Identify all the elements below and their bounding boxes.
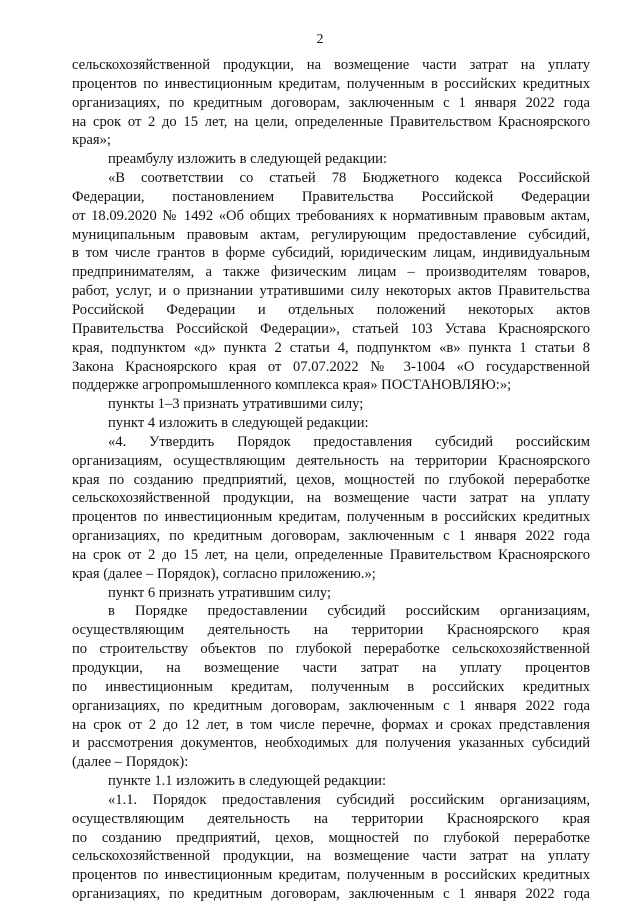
- text-line: продукции, на возмещение части затрат на уплату процентов: [72, 660, 590, 676]
- text-line: преамбулу изложить в следующей редакции:: [108, 151, 388, 168]
- text-line: в Порядке предоставлении субсидий российским организациям,: [108, 603, 590, 620]
- text-line: осуществляющим деятельность на территории Красноярского края: [72, 622, 590, 639]
- text-line: процентов по инвестиционным кредитам, полученным в российских кредитных: [72, 867, 590, 884]
- text-line: сельскохозяйственной продукции, на возмещение части затрат на уплату: [72, 490, 590, 507]
- text-line: на срок от 2 до 15 лет, на цели, определенные Правительством Красноярского: [72, 546, 590, 563]
- text-line: поддержке агропромышленного комплекса края» ПОСТАНОВЛЯЮ:»;: [72, 377, 512, 394]
- text-line: организациях, по кредитным договорам, заключенным с 1 января 2022 года: [72, 528, 590, 545]
- text-line: пункты 1–3 признать утратившими силу;: [108, 396, 364, 413]
- text-line: «В соответствии со статьей 78 Бюджетного кодекса Российской: [108, 170, 590, 187]
- text-line: процентов по инвестиционным кредитам, полученным в российских кредитных: [72, 509, 590, 526]
- text-line: на срок от 2 до 12 лет, в том числе перечне, формах и сроках представления: [72, 716, 590, 733]
- text-line: по инвестиционным кредитам, полученным в российских кредитных: [72, 678, 590, 695]
- text-line: Закона Красноярского края от 07.07.2022 № 3-1004 «О государственной: [72, 358, 590, 375]
- text-line: по строительству объектов по глубокой переработке сельскохозяйственной: [72, 641, 590, 658]
- text-line: и рассмотрения документов, необходимых для получения указанных субсидий: [72, 735, 590, 752]
- text-line: на срок от 2 до 15 лет, на цели, определенные Правительством Красноярского: [72, 113, 590, 130]
- text-line: края»;: [72, 132, 111, 149]
- text-line: предпринимателям, а также физическим лицам – производителям товаров,: [72, 264, 590, 281]
- text-line: процентов по инвестиционным кредитам, полученным в российских кредитных: [72, 75, 590, 92]
- text-line: организациях, по кредитным договорам, заключенным с 1 января 2022 года: [72, 697, 590, 714]
- text-line: муниципальным правовым актам, регулирующим предоставление субсидий,: [72, 226, 590, 243]
- text-line: (далее – Порядок):: [72, 754, 189, 771]
- text-line: Правительства Российской Федерации», статьей 103 Устава Красноярского: [72, 320, 590, 337]
- text-line: Российской Федерации и отдельных положений некоторых актов: [72, 301, 590, 318]
- text-line: края по созданию предприятий, цехов, мощностей по глубокой переработке: [72, 471, 590, 488]
- text-line: работ, услуг, и о признании утратившими силу некоторых актов Правительства: [72, 283, 590, 300]
- text-line: «1.1. Порядок предоставления субсидий российским организациям,: [108, 791, 590, 808]
- text-line: сельскохозяйственной продукции, на возмещение части затрат на уплату: [72, 848, 590, 865]
- text-line: организациях, по кредитным договорам, заключенным с 1 января 2022 года: [72, 886, 590, 903]
- page-number: 2: [316, 32, 324, 47]
- text-line: края (далее – Порядок), согласно приложению.»;: [72, 565, 376, 582]
- text-line: по созданию предприятий, цехов, мощностей по глубокой переработке: [72, 829, 590, 846]
- text-line: «4. Утвердить Порядок предоставления субсидий российским: [108, 433, 590, 450]
- text-line: организациях, по кредитным договорам, заключенным с 1 января 2022 года: [72, 94, 590, 111]
- text-line: осуществляющим деятельность на территории Красноярского края: [72, 810, 590, 827]
- text-line: пункт 4 изложить в следующей редакции:: [108, 415, 369, 432]
- text-line: от 18.09.2020 № 1492 «Об общих требованиях к нормативным правовым актам,: [72, 207, 590, 224]
- text-line: в том числе грантов в форме субсидий, юридическим лицам, индивидуальным: [72, 245, 590, 262]
- document-body: [72, 56, 590, 904]
- text-line: пункте 1.1 изложить в следующей редакции:: [108, 773, 387, 790]
- text-line: края, подпунктом «д» пункта 2 статьи 4, подпунктом «в» пункта 1 статьи 8: [72, 339, 590, 356]
- text-line: Федерации, постановлением Правительства Российской Федерации: [72, 188, 590, 205]
- text-line: пункт 6 признать утратившим силу;: [108, 584, 332, 601]
- text-line: сельскохозяйственной продукции, на возмещение части затрат на уплату: [72, 57, 590, 73]
- text-line: организациям, осуществляющим деятельность на территории Красноярского: [72, 452, 590, 469]
